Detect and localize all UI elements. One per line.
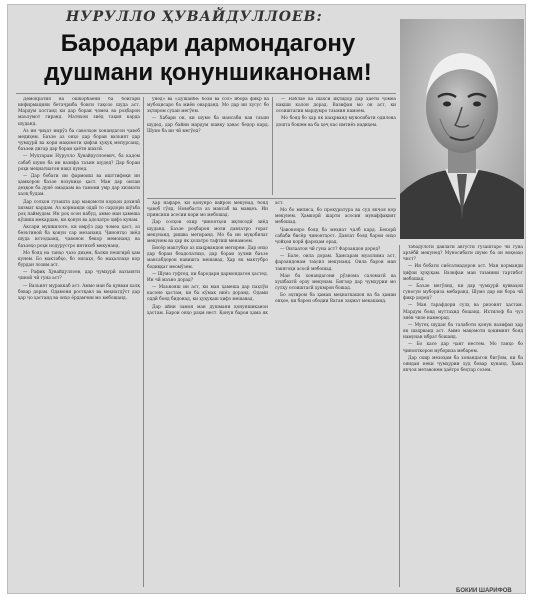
article-column-3 bbox=[276, 97, 396, 195]
paragraph: унед» ва «Душанбе: бозӣ ва сол» ибора фикр ва мубоҳисаро ба миён оварданд. Мо дар ин хусус бо эҳтиром сухан мегӯем. bbox=[147, 97, 269, 115]
paragraph: — Вазъият мураккаб аст. Аммо ман ба қувваи халқ бовар дорам. Одамони ростқавл ва меҳнатдӯст дар ҳар ҷо ҳастанд ва онҳо ёрдамчии мо мебошанд. bbox=[18, 283, 140, 301]
paragraph: — Оилаатон чӣ гуна аст? Фарзандон доред? bbox=[280, 247, 381, 253]
paragraph: Ҷавононро бояд ба меҳнат ҷалб кард. Бекорӣ сабаби бисёр ҷиноятҳост. Давлат бояд барои онҳо ҷойҳои корӣ фароҳам орад. bbox=[275, 227, 396, 245]
paragraph: Дар охир мехоҳам ба хонандагон бигӯям, ки ба ояндаи неки ҷумҳурии худ бовар кунанд. Ҳама якҷоя метавонем ҳаётро беҳтар созем. bbox=[403, 355, 523, 373]
paragraph: — Мутеҳ шудан ба талаботи қонун вазифаи ҳар як шаҳрванд аст. Аммо мақомоти ҳокимият бояд намунаи ибрат бошанд. bbox=[403, 322, 523, 341]
headline-line-1: Бародари дармондагону bbox=[60, 30, 356, 57]
paragraph: Мо бояд на танҳо ҷазо диҳем, балки пешгирӣ ҳам кунем. Бо мактабҳо, бо оилаҳо, бо маҳаллаҳо кор бурдан лозим аст. bbox=[18, 250, 140, 269]
article-columns-middle bbox=[147, 201, 396, 587]
paragraph: Ҳар нафаре, ки қонунро вайрон мекунад, бояд ҷавоб гӯяд. Новобаста аз мансаб ва мавқеъ. Ин принсипи асосии кори мо мебошад. bbox=[147, 201, 268, 219]
paragraph: Мо бо милиса, бо прокуратура ва суд якҷоя кор мекунем. Ҳамкорӣ шарти асосии муваффақият мебошад. bbox=[275, 208, 396, 226]
paragraph: Мо бояд бо ҳар як шаҳрванд муносибати одилона дошта бошем ва ба ҳеҷ кас имтиёз надиҳем. bbox=[276, 116, 396, 128]
column-rule-2 bbox=[272, 97, 273, 195]
paragraph: Ман ба хонандагони рӯзнома саломатӣ ва хушбахтӣ орзу мекунам. Бигзор дар ҷумҳурии мо сулҳу осоиштагӣ ҳукмрон бошад. bbox=[275, 273, 396, 292]
column-rule-1 bbox=[143, 97, 144, 587]
paragraph: Бо эҳтиром ба ҳамаи меҳнаткашон ва ба ҳамаи онҳое, ки барои ободии Ватан заҳмат мекашанд. bbox=[275, 293, 396, 305]
article-byline: НУРУЛЛО ҲУВАЙДУЛЛОЕВ: bbox=[66, 9, 323, 25]
paragraph: Дар айни замон ман душмани қонуншиканон ҳастам. Барои онҳо раҳм нест. Қонун барои ҳама як аст. bbox=[147, 201, 284, 316]
article-column-1 bbox=[18, 97, 140, 587]
paragraph: Аз ин ҷиҳат имрӯз ба саволҳои хонандагон ҷавоб медиҳем. Баъзе аз онҳо дар бораи вазъият дар ҷумҳурӣ ва кори мақомоти ҳифзи ҳуқуқ мепурсанд, баъзеи дигар дар бораи ҳаёти шахсӣ. bbox=[18, 128, 140, 153]
paragraph: Демократия ва ошкорбаёнӣ ба боигари инфирмацияи бетаҷриба боиси тақозо шуда аст. Мардум хостанд ки дар бораи ҷомеа ва роҳбарон маълумот гиранд. Матнхои зиёд таҳия карда шуданд. bbox=[18, 97, 140, 127]
paragraph: табадулоти давлатӣ августи гузаштаро чӣ гуна арзёбӣ мекунед? Муносибати шумо ба он воқеаҳо чист? bbox=[403, 245, 523, 263]
paragraph: — Рафиқ Ҳувайдуллоев, дар ҷумҳурӣ вазъияти ҷиноӣ чӣ гуна аст? bbox=[18, 270, 140, 282]
paragraph: Бисёр мактубҳо аз шаҳрвандон мегирем. Дар онҳо дар бораи беадолатиҳо, дар бораи зулми баъзе мансабдорон навишта мешавад. Ҳар як мактубро бодиққат меомӯзем. bbox=[147, 246, 268, 270]
paragraph: Дар солҳои охир ҷиноятҳои иқтисодӣ зиёд шуданд. Баъзе роҳбарон моли давлатро ғорат мекунанд, ришва мегиранд. Мо ба ин муқобилат мекунем ва ҳар як ҳолатро тафтиш менамоем. bbox=[147, 220, 268, 244]
paragraph: — Дар бобати ин фармоиш ва ишттифоқи ин ҳамкорон баъзе нозукиҳо ҳаст. Ман дар оилаи деҳқон ба дунё омадаам ва тамоми умр дар хизмати халқ будам. bbox=[18, 173, 140, 198]
column-rule-3 bbox=[399, 245, 400, 587]
headline-rule bbox=[16, 93, 396, 94]
paragraph: Дар солҳои гузашта дар мақомоти корҳои дохилӣ хизмат кардам. Аз корманди оддӣ то сардори шӯъба роҳ паймудам. Ин роҳ осон набуд, аммо ман ҳамеша кӯшиш мекардам, ки қонун ва адолатро ҳифз кунам. bbox=[18, 199, 140, 223]
article-headline bbox=[28, 29, 388, 87]
paragraph: — Баъзе мегӯянд, ки дар ҷумҳурӣ қувваҳои гуногун мубориза мебаранд. Шумо дар ин бора чӣ фикр доред? bbox=[403, 283, 523, 302]
paragraph: — Наблае ва шахси иқтидор дар ҳаёти ҷомеа нақши калон дорад. Вазифаи мо он аст, ки осоиштагии мардумро таъмин намоем. bbox=[276, 97, 396, 115]
article-column-4 bbox=[403, 245, 523, 587]
article-column-2 bbox=[147, 97, 269, 195]
paragraph: — Хабари он, ки шумо ба мансаби нав таъин шудед, дар байни мардум шавқу ҳавас бедор кард. Шумо ба ин чӣ мегӯед? bbox=[147, 116, 269, 134]
paragraph: — Бо касе дар ҷанг нестем. Мо танҳо бо ҷинояткорон мубориза мебарем. bbox=[403, 342, 523, 354]
headline-line-2: душмани қонуншиканонам! bbox=[44, 59, 372, 86]
author-signature: БОКИИ ШАРИФОВ bbox=[456, 588, 512, 594]
paragraph: — Бале, оила дорам. Ҳамсарам муаллима аст, фарзандонам таҳсил мекунанд. Оила барои ман такягоҳи асосӣ мебошад. bbox=[275, 254, 396, 272]
paragraph: — Ин бобати сиёсатмадорон аст. Ман корманди ҳифзи ҳуқуқам. Вазифаи ман таъмини тартибот мебошад. bbox=[403, 264, 523, 282]
portrait-photo bbox=[400, 19, 524, 239]
paragraph: — Ман тарафдори сулҳ ва ризоият ҳастам. Мардум бояд муттаҳид бошанд. Ихтилоф ба ҷуз зиён чизе намеорад. bbox=[403, 303, 523, 321]
paragraph: Аксари мушкилоте, ки имрӯз дар ҷомеа ҳаст, аз беэътиноӣ ба қонун сар мезананд. Ҷиноятҳо зиёд шуда истодаанд, ҷавонон бекор мемонанд ва баъзеҳо роҳи нодурустро интихоб мекунанд. bbox=[18, 225, 140, 249]
paragraph: — Шумо гуфтед, ки бародари дармондагон ҳастед. Ин чӣ маъно дорад? bbox=[147, 271, 268, 283]
paragraph: — Муҳтарам Нурулло Ҳувайдуллоевич, ба кадом сабаб шумо ба ин вазифа таъин шудед? Дар бораи роҳи меҳнатиатон нақл кунед. bbox=[18, 154, 140, 172]
newspaper-clipping bbox=[7, 4, 526, 594]
inner-rule bbox=[147, 198, 396, 199]
paragraph: — Маънояш ин аст, ки ман ҳамеша дар паҳлӯи касоне ҳастам, ки ба кӯмак ниёз доранд. Одами оддӣ бояд бидонад, ки ҳуқуқаш ҳифз мешавад. bbox=[147, 285, 268, 303]
